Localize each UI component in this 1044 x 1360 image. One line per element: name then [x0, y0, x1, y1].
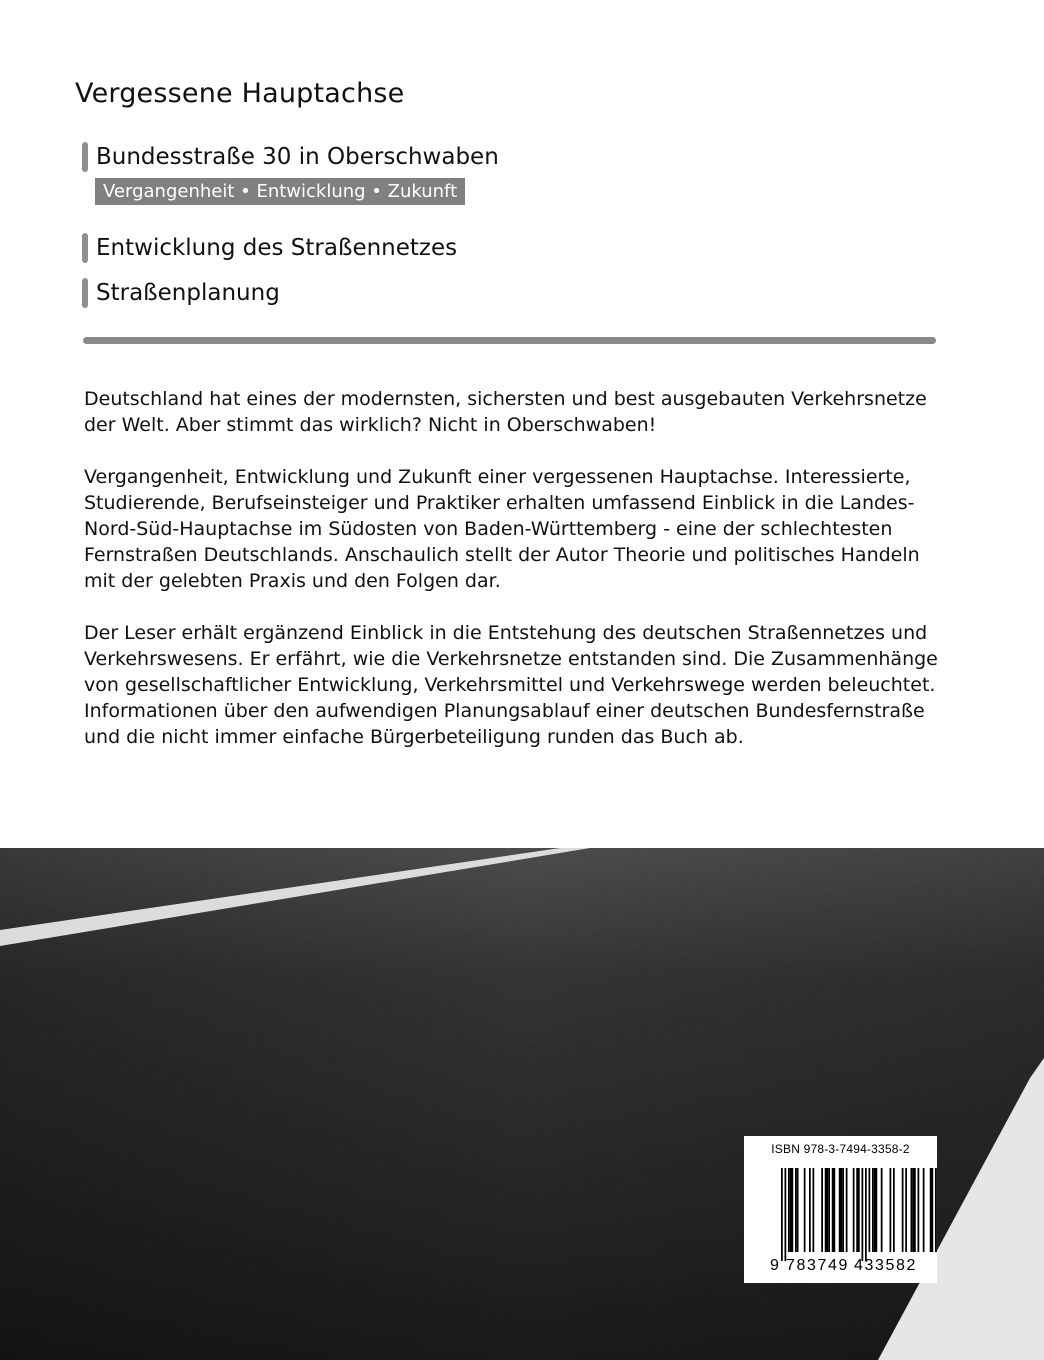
- barcode-bar: [813, 1168, 815, 1252]
- barcode-bar: [856, 1168, 858, 1252]
- topic-route: [82, 142, 499, 172]
- barcode-bar: [893, 1168, 895, 1252]
- barcode-bar: [821, 1168, 823, 1252]
- section-divider: [83, 337, 936, 344]
- barcode-bar: [872, 1168, 874, 1252]
- barcode-bar: [862, 1168, 864, 1261]
- barcode-bar: [874, 1168, 876, 1252]
- barcode-bar: [785, 1168, 787, 1261]
- topic-accent-bar: [82, 233, 88, 263]
- barcode-bar: [832, 1168, 834, 1252]
- barcode-bar: [797, 1168, 799, 1252]
- topic-label: Straßenplanung: [96, 280, 280, 306]
- barcode-bar: [781, 1168, 783, 1261]
- barcode-bar: [930, 1168, 932, 1252]
- barcode-bar: [902, 1168, 904, 1252]
- barcode-bar: [890, 1168, 892, 1252]
- barcode-bar: [841, 1168, 843, 1252]
- barcode-bar: [865, 1168, 867, 1261]
- barcode-bar: [839, 1168, 841, 1252]
- topic-label: Entwicklung des Straßennetzes: [96, 235, 458, 261]
- topic-planning: [82, 278, 280, 308]
- barcode-bar: [932, 1168, 934, 1252]
- barcode-bar: [788, 1168, 790, 1252]
- blurb-paragraph: Vergangenheit, Entwicklung und Zukunft einer vergessenen Hauptachse. Interessierte, Studierende, Berufseinsteiger und Praktiker erhalten umfassend Einblick in die Landes-Nord-Süd-Hauptachse im Südosten von Baden-Württemberg - eine der schlechtesten Fernstraßen Deutschlands. Anschaulich stellt der Autor Theorie und politisches Handeln mit der gelebten Praxis und den Folgen dar.: [84, 466, 920, 592]
- barcode-bar: [804, 1168, 806, 1252]
- barcode-bar: [918, 1168, 920, 1252]
- barcode-bar: [809, 1168, 811, 1252]
- barcode-bar: [790, 1168, 792, 1252]
- barcode-bar: [881, 1168, 883, 1252]
- isbn-barcode: [744, 1136, 937, 1283]
- barcode-bar: [792, 1168, 794, 1252]
- barcode-digit-first: 9: [770, 1257, 779, 1274]
- barcode-bar: [846, 1168, 848, 1252]
- topic-accent-bar: [82, 142, 88, 172]
- book-title: Vergessene Hauptachse: [75, 78, 405, 109]
- barcode-bar: [828, 1168, 830, 1252]
- barcode-bar: [923, 1168, 925, 1252]
- barcode-bar: [842, 1168, 844, 1252]
- barcode-digits-right: 433582: [854, 1257, 917, 1274]
- road-photo: [0, 848, 1044, 1360]
- barcode-bar: [834, 1168, 836, 1252]
- barcode-bar: [935, 1168, 937, 1252]
- topic-label: Bundesstraße 30 in Oberschwaben: [96, 144, 499, 170]
- barcode-bar: [912, 1168, 914, 1252]
- barcode-bar: [876, 1168, 878, 1252]
- barcode-bar: [869, 1168, 871, 1252]
- barcode-bar: [914, 1168, 916, 1252]
- barcode-bar: [853, 1168, 855, 1252]
- topic-network: [82, 233, 457, 263]
- barcode-bar: [858, 1168, 860, 1252]
- barcode-bar: [827, 1168, 829, 1252]
- blurb-paragraph: Der Leser erhält ergänzend Einblick in die Entstehung des deutschen Straßennetzes und Verkehrswesens. Er erfährt, wie die Verkehrsnetze entstanden sind. Die Zusammenhänge von gesellschaftlicher Entwicklung, Verkehrsmittel und Verkehrswege werden beleuchtet. Informationen über den aufwendigen Planungsablauf einer deutschen Bundesfernstraße und die nicht immer einfache Bürgerbeteiligung runden das Buch ab.: [84, 622, 938, 748]
- barcode-bar: [825, 1168, 827, 1252]
- topic-tagline: Vergangenheit • Entwicklung • Zukunft: [95, 178, 465, 205]
- barcode-digits-left: 783749: [786, 1257, 849, 1274]
- topic-accent-bar: [82, 278, 88, 308]
- isbn-label: ISBN 978-3-7494-3358-2: [771, 1142, 910, 1156]
- barcode-bar: [795, 1168, 797, 1252]
- barcode-bar: [911, 1168, 913, 1252]
- barcode-bar: [905, 1168, 907, 1252]
- blurb-paragraph: Deutschland hat eines der modernsten, sichersten und best ausgebauten Verkehrsnetze der Welt. Aber stimmt das wirklich? Nicht in Oberschwaben!: [84, 388, 927, 436]
